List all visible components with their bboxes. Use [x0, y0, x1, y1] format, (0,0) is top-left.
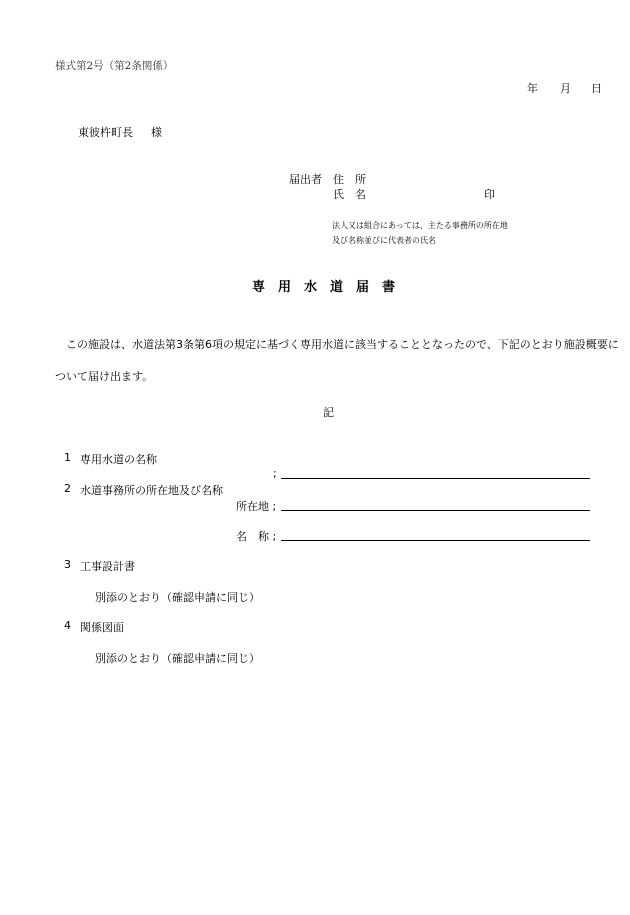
- document-title: 専用水道届書: [251, 280, 408, 295]
- addressee-honorific: 様: [151, 126, 162, 139]
- item-2-label: 水道事務所の所在地及び名称: [80, 484, 223, 497]
- date-month-label: 月: [560, 82, 571, 95]
- body-text-line2: ついて届け出ます。: [55, 370, 154, 383]
- item-3-label: 工事設計書: [80, 560, 135, 573]
- body-text-line1: この施設は、水道法第3条第6項の規定に基づく専用水道に該当することとなったので、下記のとおり施設概要に: [66, 338, 619, 351]
- item-4-value: 別添のとおり（確認申請に同じ）: [95, 652, 260, 665]
- item-3-value: 別添のとおり（確認申請に同じ）: [95, 591, 260, 604]
- item-3-number: 3: [64, 558, 71, 571]
- seal-mark: 印: [484, 188, 495, 201]
- form-number: 様式第2号（第2条関係）: [55, 60, 174, 72]
- item-1-number: 1: [64, 451, 71, 464]
- item-2-name-field[interactable]: [281, 540, 590, 541]
- date-day-label: 日: [591, 82, 602, 95]
- address-label: 住 所: [333, 173, 366, 186]
- item-1-label: 専用水道の名称: [80, 453, 157, 466]
- item-1-field-prefix: ;: [273, 467, 277, 480]
- item-4-label: 関係図面: [80, 621, 124, 634]
- item-2-number: 2: [64, 482, 71, 495]
- date-year-label: 年: [527, 82, 538, 95]
- item-4-number: 4: [64, 619, 71, 632]
- item-2-location-label: 所在地 ;: [236, 500, 277, 513]
- item-2-location-field[interactable]: [281, 510, 590, 511]
- applicant-note-line2: 及び名称並びに代表者の氏名: [332, 236, 436, 245]
- item-2-name-label: 名 称 ;: [236, 530, 277, 543]
- ki-heading: 記: [323, 406, 334, 419]
- name-label: 氏 名: [333, 188, 366, 201]
- applicant-note-line1: 法人又は組合にあっては、主たる事務所の所在地: [332, 221, 508, 230]
- applicant-label: 届出者: [289, 173, 322, 186]
- item-1-name-field[interactable]: [281, 478, 590, 479]
- addressee-name: 東彼杵町長: [78, 126, 133, 139]
